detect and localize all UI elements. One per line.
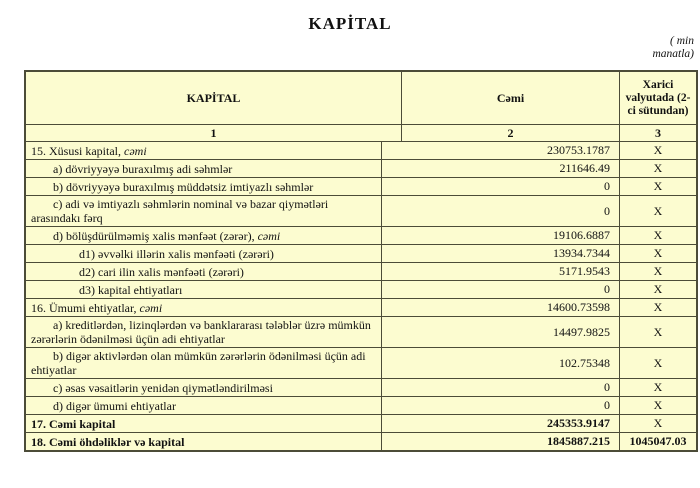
row-value-xarici xyxy=(620,433,696,450)
table-row xyxy=(26,281,696,299)
row-value-cemi: 0 xyxy=(382,196,620,226)
row-fx-text: 1045047.03 xyxy=(629,434,687,448)
row-fx-text: X xyxy=(653,355,663,370)
row-fx-text: X xyxy=(653,282,663,296)
row-value-cemi: 19106.6887 xyxy=(382,227,620,244)
row-value-cemi: 5171.9543 xyxy=(382,263,620,280)
header-cell-kapital: KAPİTAL xyxy=(26,72,402,124)
row-value-xarici xyxy=(620,299,696,316)
row-label-cell xyxy=(26,281,382,298)
row-value-cemi: 14497.9825 xyxy=(382,317,620,347)
row-value-xarici xyxy=(620,415,696,432)
row-label-italic: cəmi xyxy=(139,300,163,315)
row-label-cell xyxy=(26,415,382,432)
row-label-cell xyxy=(26,299,382,316)
row-value-cemi: 13934.7344 xyxy=(382,245,620,262)
column-index-1: 1 xyxy=(26,125,402,141)
row-label-cell xyxy=(26,196,382,226)
row-label-cell xyxy=(26,348,382,378)
row-value-xarici xyxy=(620,160,696,177)
unit-note-line1: ( min xyxy=(670,35,694,47)
row-label: a) dövriyyəyə buraxılmış adi səhmlər xyxy=(53,161,233,176)
row-fx-text: X xyxy=(653,380,663,394)
row-fx-text: X xyxy=(653,179,663,193)
table-row xyxy=(26,263,696,281)
column-index-2: 2 xyxy=(402,125,620,141)
row-label: c) adi və imtiyazlı səhmlərin nominal və bazar qiymətləri arasındakı fərq xyxy=(31,197,329,225)
row-label: 16. Ümumi ehtiyatlar, xyxy=(31,300,140,315)
row-value-cemi: 0 xyxy=(382,178,620,195)
table-row xyxy=(26,317,696,348)
table-row xyxy=(26,379,696,397)
row-value-xarici xyxy=(620,227,696,244)
row-value-cemi: 0 xyxy=(382,281,620,298)
column-index-row xyxy=(26,125,696,142)
row-label-cell xyxy=(26,397,382,414)
table-row xyxy=(26,299,696,317)
row-label-italic: cəmi xyxy=(124,143,147,158)
row-label-cell xyxy=(26,263,382,280)
row-label-cell xyxy=(26,178,382,195)
capital-table xyxy=(24,70,698,452)
table-row xyxy=(26,433,696,450)
table-row xyxy=(26,348,696,379)
unit-note xyxy=(652,35,694,61)
row-label: d) bölüşdürülməmiş xalis mənfəət (zərər), xyxy=(53,228,258,243)
table-row xyxy=(26,160,696,178)
row-fx-text: X xyxy=(653,416,663,430)
row-value-xarici xyxy=(620,348,696,378)
page-title: KAPİTAL xyxy=(308,14,392,33)
row-fx-text: X xyxy=(653,161,663,175)
row-label: a) kreditlərdən, lizinqlərdən və banklararası tələblər üzrə mümkün zərərlərin ödənilməsi üçün adi ehtiyatlar xyxy=(31,318,371,346)
row-value-xarici xyxy=(620,397,696,414)
row-label-cell xyxy=(26,142,382,159)
row-label: d2) cari ilin xalis mənfəəti (zərəri) xyxy=(79,264,244,279)
table-row xyxy=(26,178,696,196)
row-value-cemi: 230753.1787 xyxy=(382,142,620,159)
row-label-cell xyxy=(26,317,382,347)
row-label: b) dövriyyəyə buraxılmış müddətsiz imtiyazlı səhmlər xyxy=(53,179,314,194)
table-row xyxy=(26,142,696,160)
row-fx-text: X xyxy=(653,300,663,314)
row-value-xarici xyxy=(620,317,696,347)
row-label: d1) əvvəlki illərin xalis mənfəəti (zərəri) xyxy=(79,246,274,261)
row-fx-text: X xyxy=(653,246,663,260)
row-label: d) digər ümumi ehtiyatlar xyxy=(53,398,176,413)
row-value-xarici xyxy=(620,281,696,298)
table-header-row xyxy=(26,72,696,125)
row-label-cell xyxy=(26,160,382,177)
table-row xyxy=(26,397,696,415)
row-label-cell xyxy=(26,227,382,244)
row-label-italic: cəmi xyxy=(257,228,281,243)
row-label: c) əsas vəsaitlərin yenidən qiymətləndirilməsi xyxy=(53,380,273,395)
row-value-cemi: 102.75348 xyxy=(382,348,620,378)
row-value-xarici xyxy=(620,379,696,396)
table-row xyxy=(26,415,696,433)
row-fx-text: X xyxy=(653,203,663,218)
row-fx-text: X xyxy=(653,228,663,242)
row-label-cell xyxy=(26,379,382,396)
row-value-xarici xyxy=(620,196,696,226)
table-row xyxy=(26,245,696,263)
row-value-cemi: 14600.73598 xyxy=(382,299,620,316)
row-value-cemi: 211646.49 xyxy=(382,160,620,177)
table-body xyxy=(26,142,696,450)
row-label: 18. Cəmi öhdəliklər və kapital xyxy=(31,434,185,449)
row-value-xarici xyxy=(620,142,696,159)
row-label: b) digər aktivlərdən olan mümkün zərərlərin ödənilməsi üçün adi ehtiyatlar xyxy=(31,349,366,377)
row-value-cemi: 0 xyxy=(382,397,620,414)
row-fx-text: X xyxy=(653,398,663,412)
row-value-cemi: 1845887.215 xyxy=(382,433,620,450)
header-cell-cemi: Cəmi xyxy=(402,72,620,124)
header-cell-xarici-valyutada: Xarici valyutada (2-ci sütundan) xyxy=(625,78,691,117)
row-value-xarici xyxy=(620,178,696,195)
row-label: 15. Xüsusi kapital, xyxy=(31,143,124,158)
column-index-3: 3 xyxy=(655,125,661,140)
unit-note-line2: manatla) xyxy=(652,48,694,60)
table-row xyxy=(26,196,696,227)
row-label-cell xyxy=(26,245,382,262)
row-label: 17. Cəmi kapital xyxy=(31,416,116,431)
row-fx-text: X xyxy=(653,264,663,278)
row-value-cemi: 245353.9147 xyxy=(382,415,620,432)
row-value-xarici xyxy=(620,245,696,262)
table-row xyxy=(26,227,696,245)
row-label: d3) kapital ehtiyatları xyxy=(79,282,183,297)
row-label-cell xyxy=(26,433,382,450)
row-fx-text: X xyxy=(653,324,663,339)
row-value-xarici xyxy=(620,263,696,280)
row-value-cemi: 0 xyxy=(382,379,620,396)
row-fx-text: X xyxy=(653,143,663,157)
